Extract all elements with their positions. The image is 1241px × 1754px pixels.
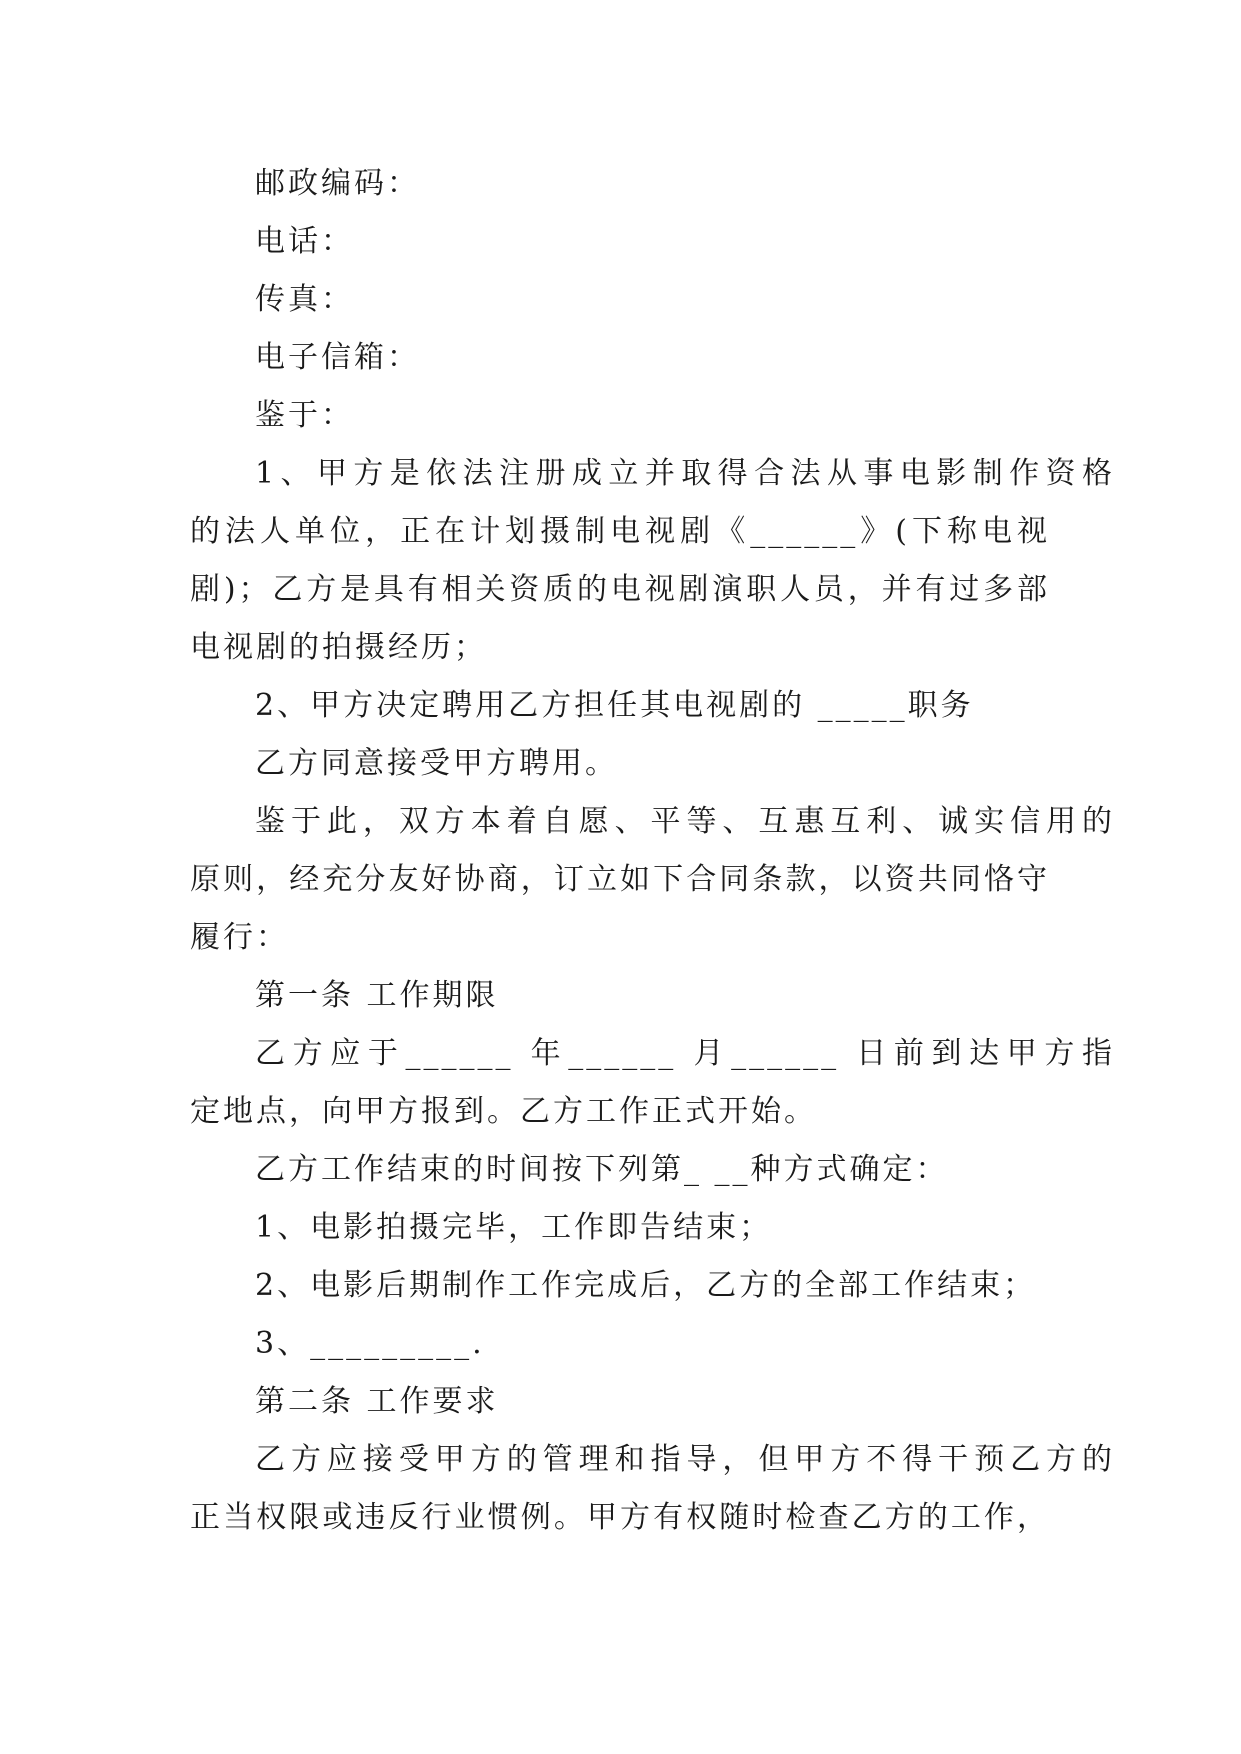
article-1-para-2: 乙方工作结束的时间按下列第_ __种方式确定：	[255, 1152, 949, 1187]
fax-label: 传真：	[255, 282, 354, 317]
article-1-option-2: 2、电影后期制作工作完成后，乙方的全部工作结束；	[255, 1268, 1037, 1303]
email-label: 电子信箱：	[255, 340, 420, 375]
article-1-heading: 第一条 工作期限	[255, 978, 499, 1013]
recital-2-line-2: 乙方同意接受甲方聘用。	[255, 746, 618, 781]
article-1-para-1-line-2: 定地点，向甲方报到。乙方工作正式开始。	[190, 1094, 817, 1129]
preamble-line-1: 鉴于此，双方本着自愿、平等、互惠互利、诚实信用的	[255, 804, 1115, 839]
recital-2-line-1: 2、甲方决定聘用乙方担任其电视剧的 _____职务	[255, 688, 974, 723]
recital-1-line-2: 的法人单位，正在计划摄制电视剧《______》(下称电视	[190, 514, 1050, 549]
preamble-line-3: 履行：	[190, 920, 289, 955]
recital-1-line-1: 1、甲方是依法注册成立并取得合法从事电影制作资格	[255, 456, 1115, 491]
article-2-para-line-1: 乙方应接受甲方的管理和指导，但甲方不得干预乙方的	[255, 1442, 1115, 1477]
recital-1-line-4: 电视剧的拍摄经历；	[190, 630, 487, 665]
article-2-para-line-2: 正当权限或违反行业惯例。甲方有权随时检查乙方的工作，	[190, 1500, 1050, 1535]
article-2-heading: 第二条 工作要求	[255, 1384, 499, 1419]
preamble-line-2: 原则，经充分友好协商，订立如下合同条款，以资共同恪守	[190, 862, 1050, 897]
article-1-option-3: 3、_________.	[255, 1326, 485, 1361]
whereas-heading: 鉴于：	[255, 398, 354, 433]
postal-code-label: 邮政编码：	[255, 166, 420, 201]
recital-1-line-3: 剧)；乙方是具有相关资质的电视剧演职人员，并有过多部	[190, 572, 1050, 607]
article-1-para-1-line-1: 乙方应于______ 年______ 月______ 日前到达甲方指	[255, 1036, 1115, 1071]
contract-body	[190, 155, 1115, 1547]
phone-label: 电话：	[255, 224, 354, 259]
article-1-option-1: 1、电影拍摄完毕，工作即告结束；	[255, 1210, 773, 1245]
